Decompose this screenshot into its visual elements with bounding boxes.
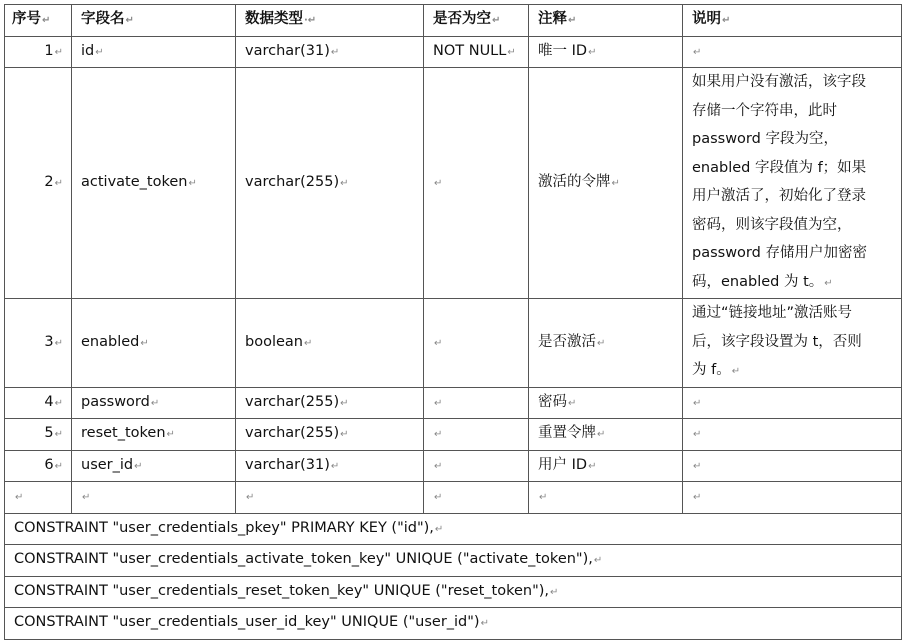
cell-comment: 是否激活↵ [529,299,683,388]
cell-no: 6↵ [5,450,72,482]
table-row [5,36,902,68]
table-row [5,387,902,419]
cell-type: varchar(31)↵ [236,450,424,482]
cell-description: ↵ [683,419,902,451]
field-definition-table [4,4,902,640]
description-line: enabled 字段值为 f；如果 [692,159,867,176]
cell-no: 2↵ [5,68,72,299]
description-line: 为 f。 [692,362,731,378]
cell-field: reset_token↵ [72,419,236,451]
cell-field: id↵ [72,36,236,68]
constraint-cell: CONSTRAINT "user_credentials_user_id_key" UNIQUE ("user_id")↵ [5,608,902,640]
description-line: 用户激活了，初始化了登录 [692,188,866,204]
header-type: 数据类型·↵ [236,5,424,37]
description-line: 通过“链接地址”激活账号 [692,305,853,321]
cell-nullable: ↵ [424,299,529,388]
cell-field: ↵ [72,482,236,514]
cell-field: user_id↵ [72,450,236,482]
cell-description: ↵ [683,450,902,482]
cell-field: activate_token↵ [72,68,236,299]
cell-type: boolean↵ [236,299,424,388]
cell-comment: 用户 ID↵ [529,450,683,482]
cell-type: varchar(255)↵ [236,419,424,451]
cell-description: ↵ [683,482,902,514]
cell-type: varchar(255)↵ [236,387,424,419]
constraint-row [5,513,902,545]
constraint-row [5,608,902,640]
cell-comment: 重置令牌↵ [529,419,683,451]
description-line: 码，enabled 为 t。 [692,273,824,290]
cell-no: 1↵ [5,36,72,68]
header-nullable: 是否为空↵ [424,5,529,37]
cell-comment: 激活的令牌↵ [529,68,683,299]
cell-no: 4↵ [5,387,72,419]
constraint-cell: CONSTRAINT "user_credentials_pkey" PRIMARY KEY ("id"),↵ [5,513,902,545]
cell-nullable: ↵ [424,450,529,482]
description-line: 存储一个字符串，此时 [692,102,837,119]
constraint-cell: CONSTRAINT "user_credentials_activate_token_key" UNIQUE ("activate_token"),↵ [5,545,902,577]
constraint-row [5,545,902,577]
table-row [5,450,902,482]
description-line: password 字段为空， [692,131,838,147]
cell-nullable: ↵ [424,419,529,451]
table-row [5,299,902,388]
table-row [5,419,902,451]
cell-comment: ↵ [529,482,683,514]
header-comment: 注释↵ [529,5,683,37]
cell-nullable: ↵ [424,482,529,514]
cell-no: ↵ [5,482,72,514]
header-field: 字段名↵ [72,5,236,37]
cell-nullable: NOT NULL↵ [424,36,529,68]
cell-type: varchar(31)↵ [236,36,424,68]
cell-comment: 密码↵ [529,387,683,419]
description-line: 密码，则该字段值为空， [692,216,852,233]
header-no: 序号↵ [5,5,72,37]
description-line: 如果用户没有激活，该字段 [692,74,866,90]
constraint-cell: CONSTRAINT "user_credentials_reset_token_key" UNIQUE ("reset_token"),↵ [5,576,902,608]
cell-nullable: ↵ [424,68,529,299]
cell-no: 3↵ [5,299,72,388]
cell-description: 通过“链接地址”激活账号 后，该字段设置为 t，否则 为 f。↵ [683,299,902,388]
description-line: password 存储用户加密密 [692,245,867,261]
table-row [5,68,902,299]
table-row-empty [5,482,902,514]
constraint-row [5,576,902,608]
cell-description: ↵ [683,36,902,68]
cell-field: password↵ [72,387,236,419]
cell-description: ↵ [683,387,902,419]
cell-description: 如果用户没有激活，该字段 存储一个字符串，此时 password 字段为空， enabled 字段值为 f；如果 用户激活了，初始化了登录 密码，则该字段值为空， password 存储用户加密密 码，enabled 为 t。↵ [683,68,902,299]
cell-no: 5↵ [5,419,72,451]
cell-type: ↵ [236,482,424,514]
cell-nullable: ↵ [424,387,529,419]
header-description: 说明↵ [683,5,902,37]
cell-type: varchar(255)↵ [236,68,424,299]
description-line: 后，该字段设置为 t，否则 [692,333,862,350]
table-header-row [5,5,902,37]
cell-comment: 唯一 ID↵ [529,36,683,68]
cell-field: enabled↵ [72,299,236,388]
